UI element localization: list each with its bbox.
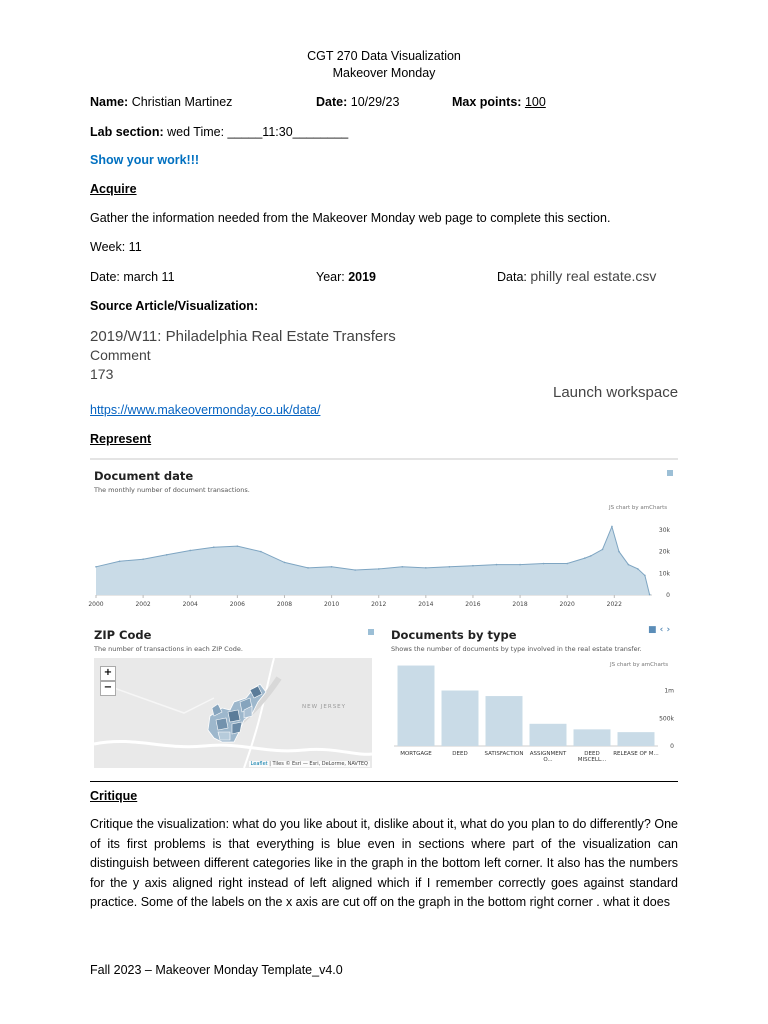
x-tick-label: 2002 [135, 601, 151, 608]
doc-date-point[interactable] [611, 526, 613, 528]
doc-date-point[interactable] [425, 567, 427, 569]
map-attribution [249, 761, 370, 767]
type-y-tick-label: 0 [670, 743, 674, 750]
y-tick-label: 10k [658, 570, 670, 578]
x-tick-label: 2020 [559, 601, 575, 608]
doc-date-point[interactable] [637, 568, 639, 570]
section-divider [90, 781, 678, 782]
type-bar[interactable] [530, 724, 567, 746]
doc-date-subtitle: The monthly number of document transactions. [94, 486, 250, 494]
type-category-label: ASSIGNMENT [529, 751, 567, 757]
type-subtitle: Shows the number of documents by type involved in the real estate transfer. [391, 645, 642, 653]
year-field [316, 269, 376, 285]
acquire-heading: Acquire [90, 182, 137, 196]
doc-date-point[interactable] [189, 550, 191, 552]
type-y-tick-label: 500k [659, 715, 674, 723]
doc-date-point[interactable] [590, 555, 592, 557]
name-field [90, 94, 232, 110]
name-value: Christian Martinez [128, 95, 233, 109]
doc-date-point[interactable] [401, 566, 403, 568]
type-nav-icons[interactable]: ■ ‹ › [648, 625, 671, 635]
doc-date-point[interactable] [166, 554, 168, 556]
doc-date-point[interactable] [618, 551, 620, 553]
data-field [497, 268, 656, 285]
doc-date-credit: JS chart by amCharts [609, 505, 668, 511]
critique-heading: Critique [90, 789, 138, 803]
date-label: Date: [316, 95, 348, 109]
type-bar[interactable] [442, 691, 479, 746]
map-tiles-credit: | Tiles © Esri — Esri, DeLorme, NAVTEQ [267, 761, 368, 767]
x-tick-label: 2010 [323, 601, 340, 608]
doc-date-point[interactable] [142, 558, 144, 560]
type-bar[interactable] [486, 696, 523, 746]
doc-date-point[interactable] [213, 546, 215, 548]
source-label: Source Article/Visualization: [90, 299, 259, 313]
max-points-label: Max points: [452, 95, 522, 109]
y-tick-label: 30k [658, 526, 670, 534]
zip-subtitle: The number of transactions in each ZIP Code. [94, 645, 243, 653]
doc-date-point[interactable] [566, 563, 568, 565]
doc-date-area [96, 527, 650, 595]
type-category-label: DEED [584, 751, 600, 757]
doc-date-point[interactable] [260, 551, 262, 553]
zip-polygons[interactable] [208, 684, 266, 742]
doc-date-point[interactable] [237, 545, 239, 547]
x-tick-label: 2004 [182, 601, 198, 608]
launch-workspace-text: Launch workspace [553, 384, 679, 401]
comment-count: 173 [90, 366, 114, 382]
type-y-tick-label: 1m [664, 687, 674, 695]
doc-date-point[interactable] [95, 566, 97, 568]
data-filename: philly real estate.csv [530, 268, 657, 284]
doc-date-point[interactable] [519, 564, 521, 566]
x-tick-label: 2000 [88, 601, 104, 608]
article-title: 2019/W11: Philadelphia Real Estate Transfers [90, 328, 396, 345]
y-tick-label: 0 [666, 592, 670, 599]
comment-label: Comment [90, 347, 151, 363]
zoom-out-button[interactable]: − [100, 681, 116, 696]
year-value: 2019 [348, 270, 377, 284]
map-background [94, 658, 372, 768]
type-category-label: DEED [452, 751, 468, 757]
x-tick-label: 2018 [512, 601, 528, 608]
doc-date-point[interactable] [307, 567, 309, 569]
zip-menu-icon [368, 629, 374, 635]
type-chart [390, 658, 678, 770]
x-tick-label: 2022 [606, 601, 622, 608]
doc-date-point[interactable] [649, 594, 651, 596]
x-tick-label: 2008 [276, 601, 293, 608]
x-tick-label: 2014 [418, 601, 434, 608]
acquire-date-field: Date: march 11 [90, 270, 175, 284]
doc-date-point[interactable] [543, 563, 545, 565]
y-tick-label: 20k [658, 548, 670, 556]
dashboard-top-border [90, 458, 678, 460]
lab-section-value: wed Time: _____11:30________ [163, 125, 349, 139]
critique-text: Critique the visualization: what do you like about it, dislike about it, what do you plan to do differently? One of its first problems is that everything is blue even in sections where part of the visualization can distinguish between different categories like in the graph in the bottom left corner. It also has the numbers for the y axis aligned right instead of left aligned which if I remember correctly goes against standard practice. Some of the labels on the x axis are cut off on the graph in the bottom right corner . what it does [90, 817, 678, 909]
show-work-note: Show your work!!! [90, 153, 200, 167]
doc-date-point[interactable] [628, 564, 630, 566]
date-field [316, 94, 399, 110]
makeover-monday-link[interactable]: https://www.makeovermonday.co.uk/data/ [90, 403, 321, 417]
type-category-label: MISCELL... [577, 757, 607, 763]
type-title: Documents by type [391, 628, 517, 642]
type-category-label: RELEASE OF M... [613, 751, 659, 757]
doc-date-point[interactable] [449, 566, 451, 568]
week-field: Week: 11 [90, 240, 142, 254]
doc-date-point[interactable] [584, 557, 586, 559]
doc-title-line1: CGT 270 Data Visualization [307, 49, 461, 63]
doc-date-point[interactable] [602, 549, 604, 551]
doc-date-point[interactable] [472, 565, 474, 567]
data-label: Data: [497, 270, 531, 284]
map-region-label: NEW JERSEY [302, 704, 347, 710]
type-credit: JS chart by amCharts [610, 662, 669, 668]
max-points-value: 100 [524, 95, 546, 109]
doc-date-point[interactable] [354, 569, 356, 571]
type-category-label: SATISFACTION [484, 751, 524, 757]
date-value: 10/29/23 [347, 95, 400, 109]
doc-date-menu-icon [667, 470, 673, 476]
doc-date-chart [90, 513, 678, 613]
x-tick-label: 2016 [465, 601, 481, 608]
leaflet-link[interactable]: Leaflet [250, 761, 268, 767]
doc-date-title: Document date [94, 469, 194, 483]
type-bar[interactable] [398, 666, 435, 746]
doc-date-point[interactable] [644, 575, 646, 577]
type-category-label: MORTGAGE [400, 751, 432, 757]
zip-map[interactable] [94, 658, 372, 768]
doc-date-point[interactable] [496, 564, 498, 566]
type-category-label: O... [543, 757, 553, 763]
type-bar[interactable] [574, 729, 611, 746]
lab-section-label: Lab section: [90, 125, 164, 139]
zip-title: ZIP Code [94, 628, 152, 642]
doc-date-point[interactable] [284, 562, 286, 564]
name-label: Name: [90, 95, 129, 109]
year-label: Year: [316, 270, 349, 284]
type-bar[interactable] [618, 732, 655, 746]
footer-text: Fall 2023 – Makeover Monday Template_v4.0 [90, 963, 343, 977]
dashboard-image [90, 458, 678, 770]
represent-heading: Represent [90, 432, 152, 446]
zoom-in-button[interactable]: + [100, 666, 116, 681]
lab-section-field [90, 124, 348, 140]
acquire-instructions: Gather the information needed from the Makeover Monday web page to complete this section. [90, 211, 611, 225]
doc-date-point[interactable] [378, 568, 380, 570]
x-tick-label: 2012 [371, 601, 387, 608]
doc-title-line2: Makeover Monday [332, 66, 436, 80]
doc-date-point[interactable] [119, 561, 121, 563]
max-points-field [452, 94, 546, 110]
doc-date-point[interactable] [331, 566, 333, 568]
x-tick-label: 2006 [229, 601, 245, 608]
